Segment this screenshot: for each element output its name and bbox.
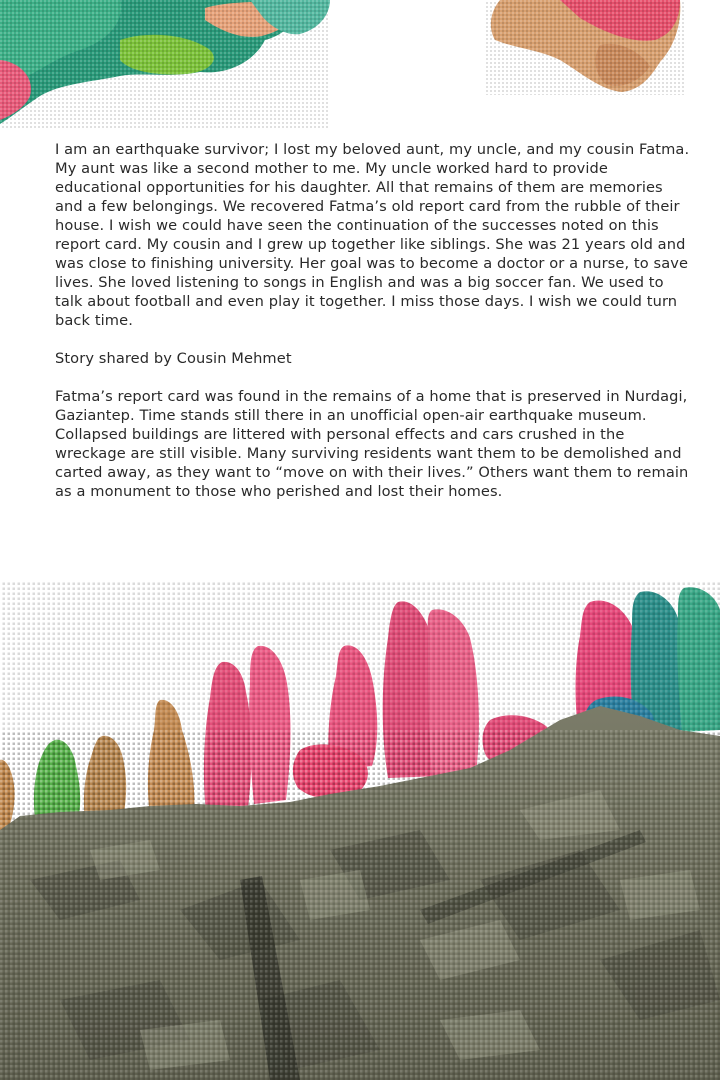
top-collage-art xyxy=(0,0,720,140)
bottom-collage-art xyxy=(0,580,720,1080)
story-paragraph-2: Fatma’s report card was found in the remains of a home that is preserved in Nurdagi, Gaziantep. Time stands still there in an unofficial open-air earthquake museum. Collapsed buildings are littered with personal effects and cars crushed in the wreckage are still visible. Many surviving residents want them to be demolished and carted away, as they want to “move on with their lives.” Others want them to remain as a monument to those who perished and lost their homes. xyxy=(55,388,689,500)
story-paragraph-1: I am an earthquake survivor; I lost my beloved aunt, my uncle, and my cousin Fatma. My aunt was like a second mother to me. My uncle worked hard to provide educational opportunities for his daughter. All that remains of them are memories and a few belongings. We recovered Fatma’s old report card from the rubble of their house. I wish we could have seen the continuation of the successes noted on this report card. My cousin and I grew up together like siblings. She was 21 years old and was close to finishing university. Her goal was to become a doctor or a nurse, to save lives. She loved listening to songs in English and was a big soccer fan. We used to talk about football and even play it together. I miss those days. I wish we could turn back time. xyxy=(55,141,690,329)
story-text-block xyxy=(55,140,695,520)
story-attribution: Story shared by Cousin Mehmet xyxy=(55,350,292,367)
